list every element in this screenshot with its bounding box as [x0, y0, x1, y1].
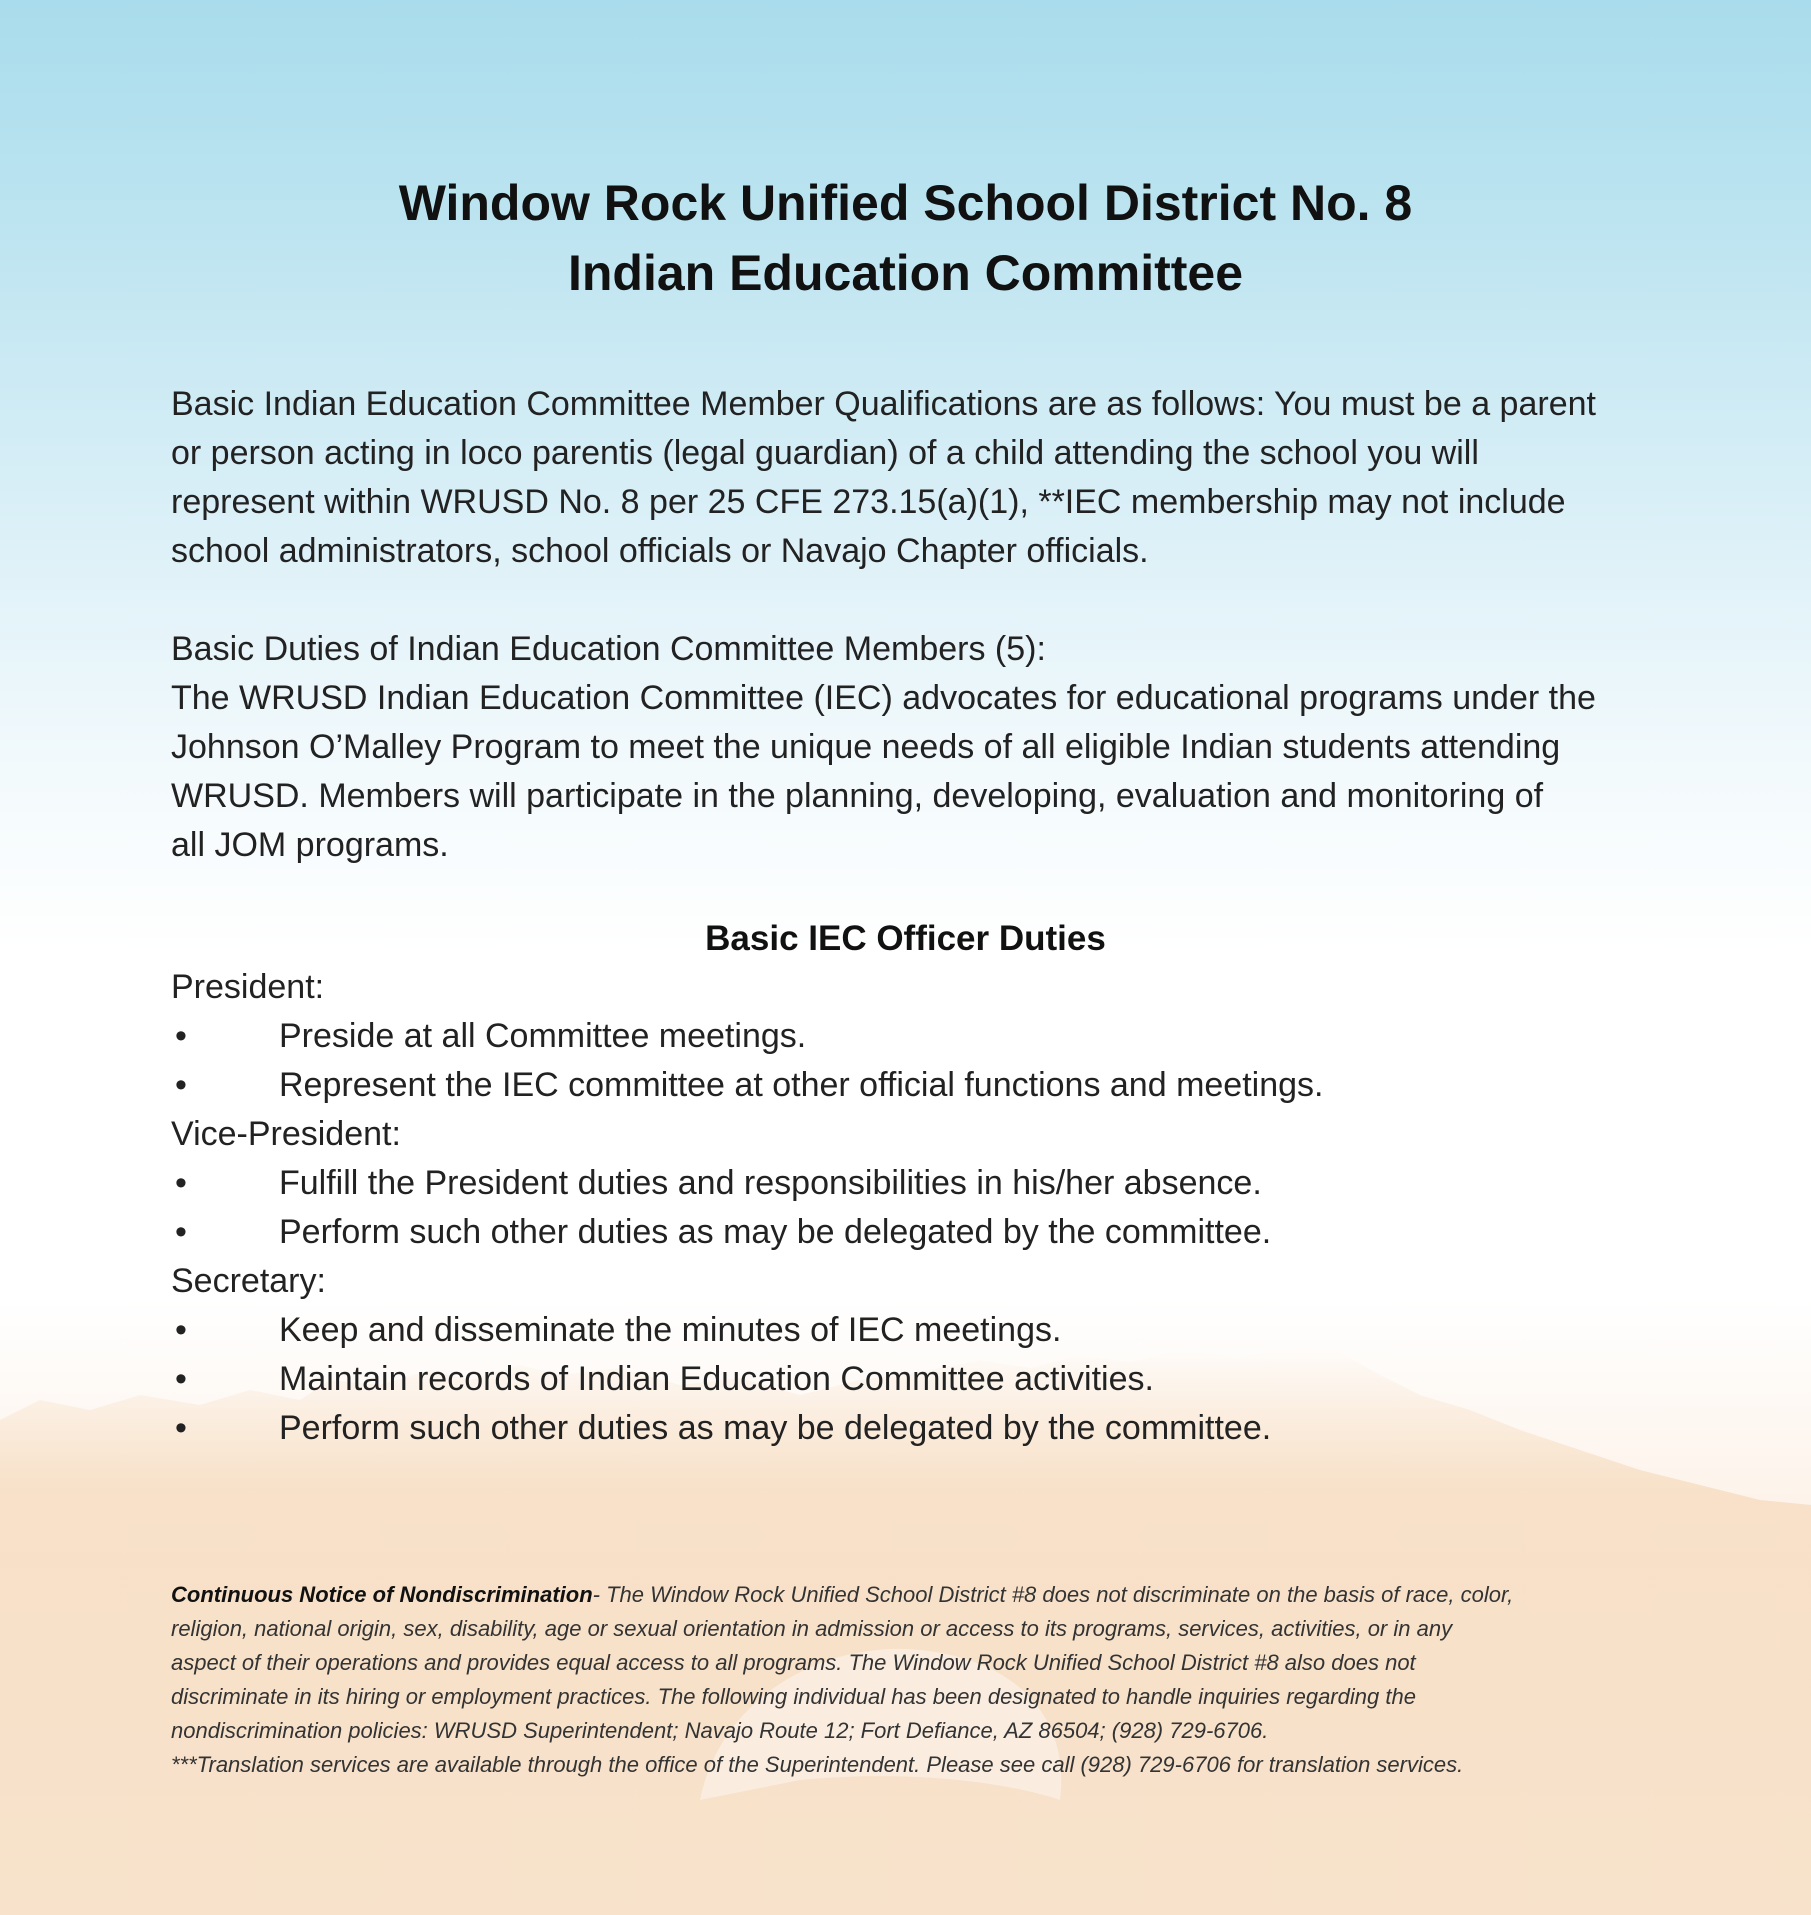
bullet-icon: •	[175, 1164, 187, 1202]
title-line-district: Window Rock Unified School District No. 8	[398, 175, 1413, 231]
bullet-icon: •	[175, 1360, 187, 1398]
duty-text: Perform such other duties as may be delegated by the committee.	[279, 1409, 1272, 1447]
qualifications-paragraph	[171, 380, 1651, 576]
member-duties-heading: Basic Duties of Indian Education Committee Members (5):	[171, 630, 1046, 668]
notice-lead: Continuous Notice of Nondiscrimination	[171, 1582, 593, 1607]
duties-line: Johnson O’Malley Program to meet the unique needs of all eligible Indian students attending	[171, 728, 1561, 766]
duty-text: Fulfill the President duties and responsibilities in his/her absence.	[279, 1164, 1262, 1202]
duties-line: The WRUSD Indian Education Committee (IEC) advocates for educational programs under the	[171, 679, 1596, 717]
bullet-icon: •	[175, 1409, 187, 1447]
list-item	[171, 1355, 1651, 1404]
list-item	[171, 1306, 1651, 1355]
duties-line: WRUSD. Members will participate in the planning, developing, evaluation and monitoring of	[171, 777, 1544, 815]
notice-line: religion, national origin, sex, disability, age or sexual orientation in admission or access to its programs, services, activities, or in any	[171, 1616, 1453, 1641]
notice-line	[171, 1578, 1611, 1612]
officer-role-president: President:	[171, 968, 325, 1006]
notice-line: ***Translation services are available through the office of the Superintendent. Please see call (928) 729-6706 for translation services.	[171, 1752, 1464, 1777]
notice-text: - The Window Rock Unified School District #8 does not discriminate on the basis of race, color,	[592, 1582, 1514, 1607]
duties-line: all JOM programs.	[171, 826, 449, 864]
list-item	[171, 1208, 1651, 1257]
officer-role-secretary: Secretary:	[171, 1262, 326, 1300]
document-title	[0, 168, 1811, 308]
duty-text: Represent the IEC committee at other official functions and meetings.	[279, 1066, 1324, 1104]
notice-line: aspect of their operations and provides equal access to all programs. The Window Rock Unified School District #8 also does not	[171, 1650, 1416, 1675]
title-line-committee: Indian Education Committee	[567, 245, 1244, 301]
officer-role-vice-president: Vice-President:	[171, 1115, 401, 1153]
bullet-icon: •	[175, 1017, 187, 1055]
duty-text: Maintain records of Indian Education Committee activities.	[279, 1360, 1154, 1398]
officer-duties-heading: Basic IEC Officer Duties	[705, 919, 1106, 958]
list-item	[171, 1061, 1651, 1110]
list-item	[171, 1404, 1651, 1453]
notice-line: discriminate in its hiring or employment practices. The following individual has been designated to handle inquiries regarding the	[171, 1684, 1416, 1709]
list-item	[171, 1159, 1651, 1208]
notice-line: nondiscrimination policies: WRUSD Superintendent; Navajo Route 12; Fort Defiance, AZ 86504; (928) 729-6706.	[171, 1718, 1269, 1743]
officer-duties-list	[171, 963, 1651, 1453]
duty-text: Perform such other duties as may be delegated by the committee.	[279, 1213, 1272, 1251]
qualifications-line: school administrators, school officials or Navajo Chapter officials.	[171, 532, 1149, 570]
member-duties-paragraph	[171, 674, 1651, 870]
bullet-icon: •	[175, 1311, 187, 1349]
qualifications-line: represent within WRUSD No. 8 per 25 CFE 273.15(a)(1), **IEC membership may not include	[171, 483, 1566, 521]
bullet-icon: •	[175, 1066, 187, 1104]
duty-text: Keep and disseminate the minutes of IEC meetings.	[279, 1311, 1062, 1349]
list-item	[171, 1012, 1651, 1061]
nondiscrimination-notice	[171, 1578, 1611, 1782]
qualifications-line: Basic Indian Education Committee Member Qualifications are as follows: You must be a parent	[171, 385, 1596, 423]
duty-text: Preside at all Committee meetings.	[279, 1017, 807, 1055]
bullet-icon: •	[175, 1213, 187, 1251]
qualifications-line: or person acting in loco parentis (legal guardian) of a child attending the school you will	[171, 434, 1479, 472]
